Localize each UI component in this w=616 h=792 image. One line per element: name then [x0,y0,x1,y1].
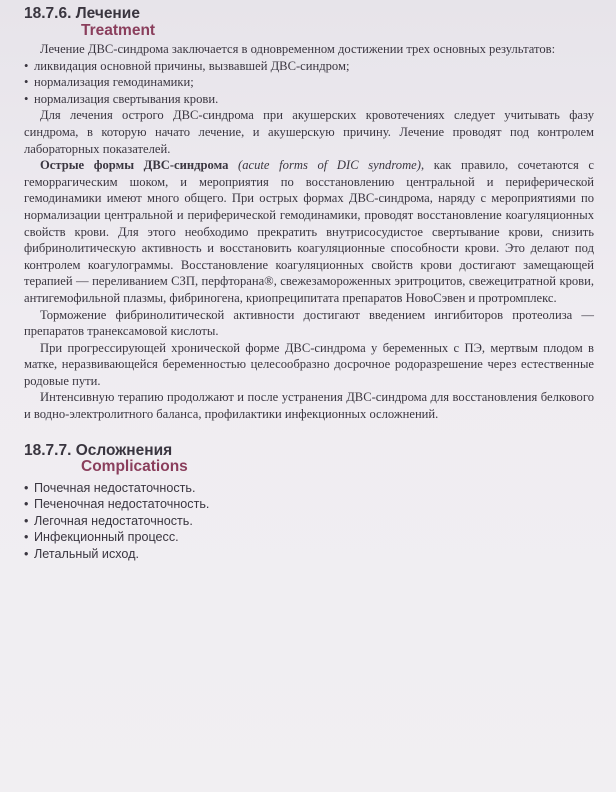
bullet-icon: • [24,547,29,562]
complications-heading [24,443,594,475]
complications-title-ru: 18.7.7. Осложнения [24,441,173,459]
bullet-icon: • [24,480,29,495]
bullet-icon: • [24,91,29,106]
list-item-text: нормализация гемодинамики; [34,75,194,90]
bullet-icon: • [24,530,29,545]
list-item [24,496,594,513]
paragraph-acute-forms [24,157,594,306]
treatment-title-en: Treatment [81,21,156,39]
complications-list [24,480,594,563]
bullet-icon: • [24,75,29,90]
paragraph-intensive-therapy: Интенсивную терапию продолжают и после устранения ДВС-синдрома для восстановления белкового и водно-электролитного баланса, профилактики инфекционных осложнений. [24,390,594,422]
acute-forms-text: , как правило, сочетаются с геморрагическим шоком, и мероприятия по восстановлению центральной и периферической гемодинамики имеют много общего. При острых формах ДВС-синдрома, наряду с мероприятиями по нормализации центральной и периферической гемодинамики, проводят восстановление коагуляционных свойств крови. Для этого необходимо прекратить внутрисосудистое свертывание крови, снизить фибринолитическую активность и восстановить коагуляционные способности крови. Это делают под контролем коагулограммы. Восстановление коагуляционных свойств крови достигают замещающей терапией — переливанием СЗП, перфторана®, свежезамороженных эритроцитов, свежецитратной крови, антигемофильной плазмы, фибриногена, криопреципитата препаратов НовоСэвен и протромплекс. [24,158,594,305]
treatment-goals-list [24,58,594,108]
paragraph-chronic-form: При прогрессирующей хронической форме ДВС-синдрома у беременных с ПЭ, мертвым плодом в матке, неразвивающейся беременностью целесообразно досрочное родоразрешение через естественные родовые пути. [24,340,594,388]
list-item-text: Инфекционный процесс. [34,530,179,545]
list-item [24,513,594,530]
list-item [24,546,594,563]
list-item [24,91,594,108]
section-treatment [24,6,594,423]
list-item [24,480,594,497]
list-item [24,58,594,75]
list-item-text: нормализация свертывания крови. [34,91,219,106]
list-item-text: Легочная недостаточность. [34,513,193,528]
section-complications [24,443,594,563]
complications-title-en: Complications [81,458,188,476]
bullet-icon: • [24,497,29,512]
paragraph-fibrinolysis: Торможение фибринолитической активности достигают введением ингибиторов протеолиза — препаратов транексамовой кислоты. [24,307,594,339]
treatment-title-ru: 18.7.6. Лечение [24,5,140,22]
bullet-icon: • [24,58,29,73]
paragraph-acute-obstetric: Для лечения острого ДВС-синдрома при акушерских кровотечениях следует учитывать фазу синдрома, в которую начато лечение, и акушерскую причину. Лечение проводят под контролем лабораторных показателей. [24,108,594,156]
list-item-text: Летальный исход. [34,547,139,562]
list-item [24,74,594,91]
treatment-heading [24,6,594,38]
acute-forms-latin-term: (acute forms of DIC syndrome) [238,158,421,173]
list-item [24,529,594,546]
list-item-text: ликвидация основной причины, вызвавшей ДВС-синдром; [34,58,350,73]
treatment-intro: Лечение ДВС-синдрома заключается в одновременном достижении трех основных результатов: [40,42,556,56]
list-item-text: Почечная недостаточность. [34,480,196,495]
bullet-icon: • [24,513,29,528]
list-item-text: Печеночная недостаточность. [34,497,210,512]
acute-forms-subheading: Острые формы ДВС-синдрома [40,158,229,173]
